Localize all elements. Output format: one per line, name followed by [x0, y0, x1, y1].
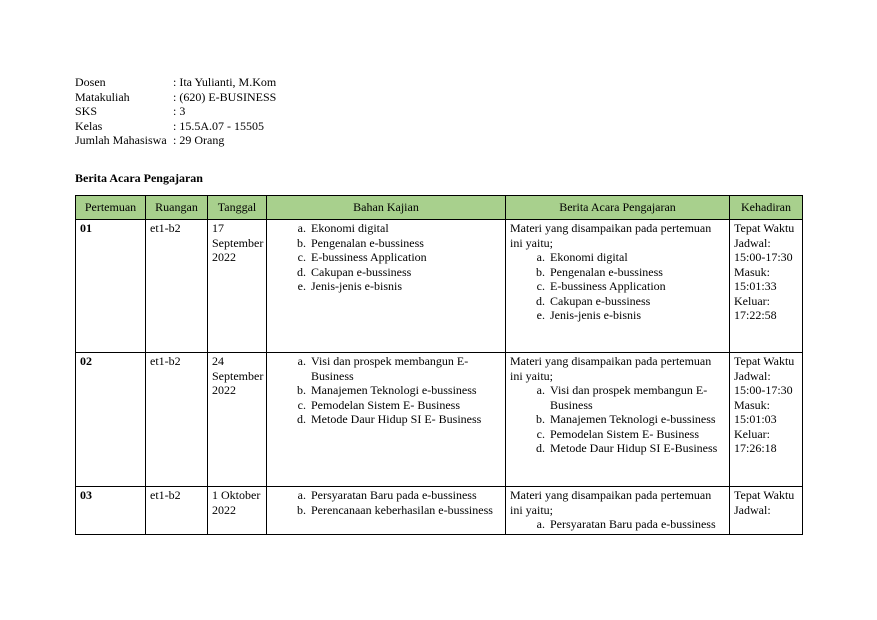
list-item: c. E-bussiness Application	[309, 250, 501, 265]
list-item: d. Cakupan e-bussiness	[548, 294, 725, 309]
list-item: b. Manajemen Teknologi e-bussiness	[309, 383, 501, 398]
teaching-record-table	[75, 195, 803, 535]
table-row	[76, 353, 803, 487]
table-row	[76, 220, 803, 353]
info-row-dosen	[75, 75, 276, 90]
info-row-matakuliah	[75, 90, 276, 105]
cell-pertemuan: 02	[76, 353, 146, 487]
cell-berita-acara	[506, 487, 730, 535]
bap-intro: Materi yang disampaikan pada pertemuan ini yaitu;	[510, 488, 712, 517]
bap-intro: Materi yang disampaikan pada pertemuan ini yaitu;	[510, 221, 712, 250]
cell-kehadiran: Tepat Waktu Jadwal: 15:00-17:30 Masuk: 15:01:33 Keluar: 17:22:58	[730, 220, 803, 353]
list-item: a. Persyaratan Baru pada e-bussiness	[548, 517, 725, 532]
list-item: a. Visi dan prospek membangun E-Business	[548, 383, 725, 412]
list-item: b. Perencanaan keberhasilan e-bussiness	[309, 503, 501, 518]
info-row-jumlah-mahasiswa	[75, 133, 276, 148]
cell-bahan-kajian	[267, 487, 506, 535]
table-header-row	[76, 196, 803, 220]
cell-pertemuan: 01	[76, 220, 146, 353]
list-item: a. Visi dan prospek membangun E-Business	[309, 354, 501, 383]
header-pertemuan: Pertemuan	[76, 196, 146, 220]
list-item: b. Pengenalan e-bussiness	[309, 236, 501, 251]
cell-tanggal: 17 September 2022	[208, 220, 267, 353]
cell-ruangan: et1-b2	[146, 220, 208, 353]
info-value: : Ita Yulianti, M.Kom	[173, 75, 277, 89]
list-item: e. Jenis-jenis e-bisnis	[548, 308, 725, 323]
cell-bahan-kajian	[267, 220, 506, 353]
cell-berita-acara	[506, 220, 730, 353]
info-value: : 29 Orang	[173, 133, 225, 147]
info-label: SKS	[75, 104, 98, 118]
list-item: a. Persyaratan Baru pada e-bussiness	[309, 488, 501, 503]
info-label: Matakuliah	[75, 89, 130, 104]
cell-berita-acara	[506, 353, 730, 487]
info-value: : 15.5A.07 - 15505	[173, 118, 264, 133]
list-item: d. Metode Daur Hidup SI E- Business	[309, 412, 501, 427]
cell-kehadiran: Tepat Waktu Jadwal:	[730, 487, 803, 535]
section-title: Berita Acara Pengajaran	[75, 171, 203, 185]
cell-pertemuan: 03	[76, 487, 146, 535]
cell-ruangan: et1-b2	[146, 353, 208, 487]
list-item: d. Cakupan e-bussiness	[309, 265, 501, 280]
info-row-kelas	[75, 119, 276, 134]
header-berita-acara: Berita Acara Pengajaran	[506, 196, 730, 220]
info-value: : 3	[173, 104, 186, 118]
list-item: c. Pemodelan Sistem E- Business	[309, 398, 501, 413]
cell-tanggal: 1 Oktober 2022	[208, 487, 267, 535]
header-ruangan: Ruangan	[146, 196, 208, 220]
list-item: a. Ekonomi digital	[548, 250, 725, 265]
cell-bahan-kajian	[267, 353, 506, 487]
bap-intro: Materi yang disampaikan pada pertemuan ini yaitu;	[510, 354, 712, 383]
cell-tanggal: 24 September 2022	[208, 353, 267, 487]
info-value: : (620) E-BUSINESS	[173, 89, 277, 104]
cell-ruangan: et1-b2	[146, 487, 208, 535]
header-tanggal: Tanggal	[208, 196, 267, 220]
list-item: b. Manajemen Teknologi e-bussiness	[548, 412, 725, 427]
info-row-sks	[75, 104, 276, 119]
info-label: Dosen	[75, 75, 106, 89]
list-item: c. Pemodelan Sistem E- Business	[548, 427, 725, 442]
list-item: b. Pengenalan e-bussiness	[548, 265, 725, 280]
header-bahan-kajian: Bahan Kajian	[267, 196, 506, 220]
list-item: d. Metode Daur Hidup SI E-Business	[548, 441, 725, 456]
info-label: Jumlah Mahasiswa	[75, 133, 167, 147]
course-info	[75, 75, 276, 148]
info-label: Kelas	[75, 118, 103, 133]
list-item: e. Jenis-jenis e-bisnis	[309, 279, 501, 294]
list-item: c. E-bussiness Application	[548, 279, 725, 294]
cell-kehadiran: Tepat Waktu Jadwal: 15:00-17:30 Masuk: 15:01:03 Keluar: 17:26:18	[730, 353, 803, 487]
list-item: a. Ekonomi digital	[309, 221, 501, 236]
table-row	[76, 487, 803, 535]
header-kehadiran: Kehadiran	[730, 196, 803, 220]
